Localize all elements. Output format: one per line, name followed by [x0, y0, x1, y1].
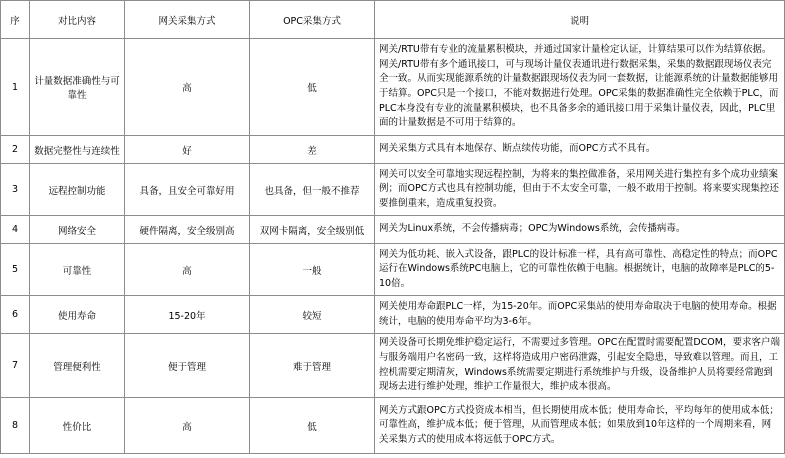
cell-desc: 网关为Linux系统，不会传播病毒；OPC为Windows系统，会传播病毒。	[375, 216, 785, 244]
table-row	[1, 164, 785, 216]
cell-opc: 差	[250, 136, 375, 164]
table-row	[1, 136, 785, 164]
cell-item: 数据完整性与连续性	[30, 136, 125, 164]
cell-no: 3	[1, 164, 30, 216]
cell-no: 6	[1, 296, 30, 334]
cell-item: 使用寿命	[30, 296, 125, 334]
table-row	[1, 334, 785, 398]
table-row	[1, 39, 785, 136]
cell-no: 4	[1, 216, 30, 244]
cell-item: 管理便利性	[30, 334, 125, 398]
cell-desc: 网关方式跟OPC方式投资成本相当，但长期使用成本低；使用寿命长，平均每年的使用成本低；可靠性高，维护成本低；便于管理，从而管理成本低；如果放到10年这样的一个周期来看，网关采集方式的使用成本将远低于OPC方式。	[375, 398, 785, 454]
header-opc: OPC采集方式	[250, 1, 375, 39]
cell-opc: 低	[250, 39, 375, 136]
header-row	[1, 1, 785, 39]
cell-opc: 较短	[250, 296, 375, 334]
table-row	[1, 296, 785, 334]
cell-opc: 低	[250, 398, 375, 454]
cell-gateway: 好	[125, 136, 250, 164]
table-row	[1, 398, 785, 454]
cell-item: 可靠性	[30, 244, 125, 296]
cell-no: 8	[1, 398, 30, 454]
cell-desc: 网关为低功耗、嵌入式设备，跟PLC的设计标准一样，具有高可靠性、高稳定性的特点；而OPC运行在Windows系统PC电脑上，它的可靠性依赖于电脑。根据统计，电脑的故障率是PLC的5-10倍。	[375, 244, 785, 296]
cell-gateway: 具备，且安全可靠好用	[125, 164, 250, 216]
cell-opc: 一般	[250, 244, 375, 296]
cell-desc: 网关/RTU带有专业的流量累积模块，并通过国家计量检定认证，计算结果可以作为结算依据。网关/RTU带有多个通讯接口，可与现场计量仪表通讯进行数据采集，采集的数据跟现场仪表完全一致。从而实现能源系统的计量数据跟现场仪表为同一套数据，让能源系统的计量数据能够用于结算。OPC只是一个接口，不能对数据进行处理。OPC采集的数据准确性完全依赖于PLC，而PLC本身没有专业的流量累积模块，也不具备多余的通讯接口用于采集计量仪表，因此，PLC里面的计量数据是不可用于结算的。	[375, 39, 785, 136]
cell-desc: 网关使用寿命跟PLC一样，为15-20年。而OPC采集站的使用寿命取决于电脑的使用寿命。根据统计，电脑的使用寿命平均为3-6年。	[375, 296, 785, 334]
cell-gateway: 高	[125, 39, 250, 136]
cell-gateway: 高	[125, 398, 250, 454]
cell-no: 2	[1, 136, 30, 164]
cell-no: 7	[1, 334, 30, 398]
cell-opc: 难于管理	[250, 334, 375, 398]
header-gateway: 网关采集方式	[125, 1, 250, 39]
cell-item: 计量数据准确性与可靠性	[30, 39, 125, 136]
cell-gateway: 便于管理	[125, 334, 250, 398]
cell-item: 网络安全	[30, 216, 125, 244]
cell-gateway: 高	[125, 244, 250, 296]
cell-opc: 双网卡隔离，安全级别低	[250, 216, 375, 244]
table-row	[1, 216, 785, 244]
header-desc: 说明	[375, 1, 785, 39]
header-item: 对比内容	[30, 1, 125, 39]
table-row	[1, 244, 785, 296]
cell-desc: 网关采集方式具有本地保存、断点续传功能，而OPC方式不具有。	[375, 136, 785, 164]
cell-no: 1	[1, 39, 30, 136]
cell-item: 远程控制功能	[30, 164, 125, 216]
cell-gateway: 15-20年	[125, 296, 250, 334]
header-no: 序	[1, 1, 30, 39]
cell-opc: 也具备，但一般不推荐	[250, 164, 375, 216]
cell-desc: 网关可以安全可靠地实现远程控制，为将来的集控做准备，采用网关进行集控有多个成功业绩案例；而OPC方式也具有控制功能，但由于不太安全可靠，一般不敢用于控制。将来要实现集控还要推倒重来，造成重复投资。	[375, 164, 785, 216]
cell-desc: 网关设备可长期免维护稳定运行，不需要过多管理。OPC在配置时需要配置DCOM，要求客户端与服务端用户名密码一致，这样将造成用户密码泄露，引起安全隐患，导致难以管理。而且，工控机需要定期清灰，Windows系统需要定期进行系统维护与升级，设备维护人员将要经常跑到现场去进行维护处理，维护工作量很大，维护成本很高。	[375, 334, 785, 398]
cell-no: 5	[1, 244, 30, 296]
cell-item: 性价比	[30, 398, 125, 454]
cell-gateway: 硬件隔离，安全级别高	[125, 216, 250, 244]
